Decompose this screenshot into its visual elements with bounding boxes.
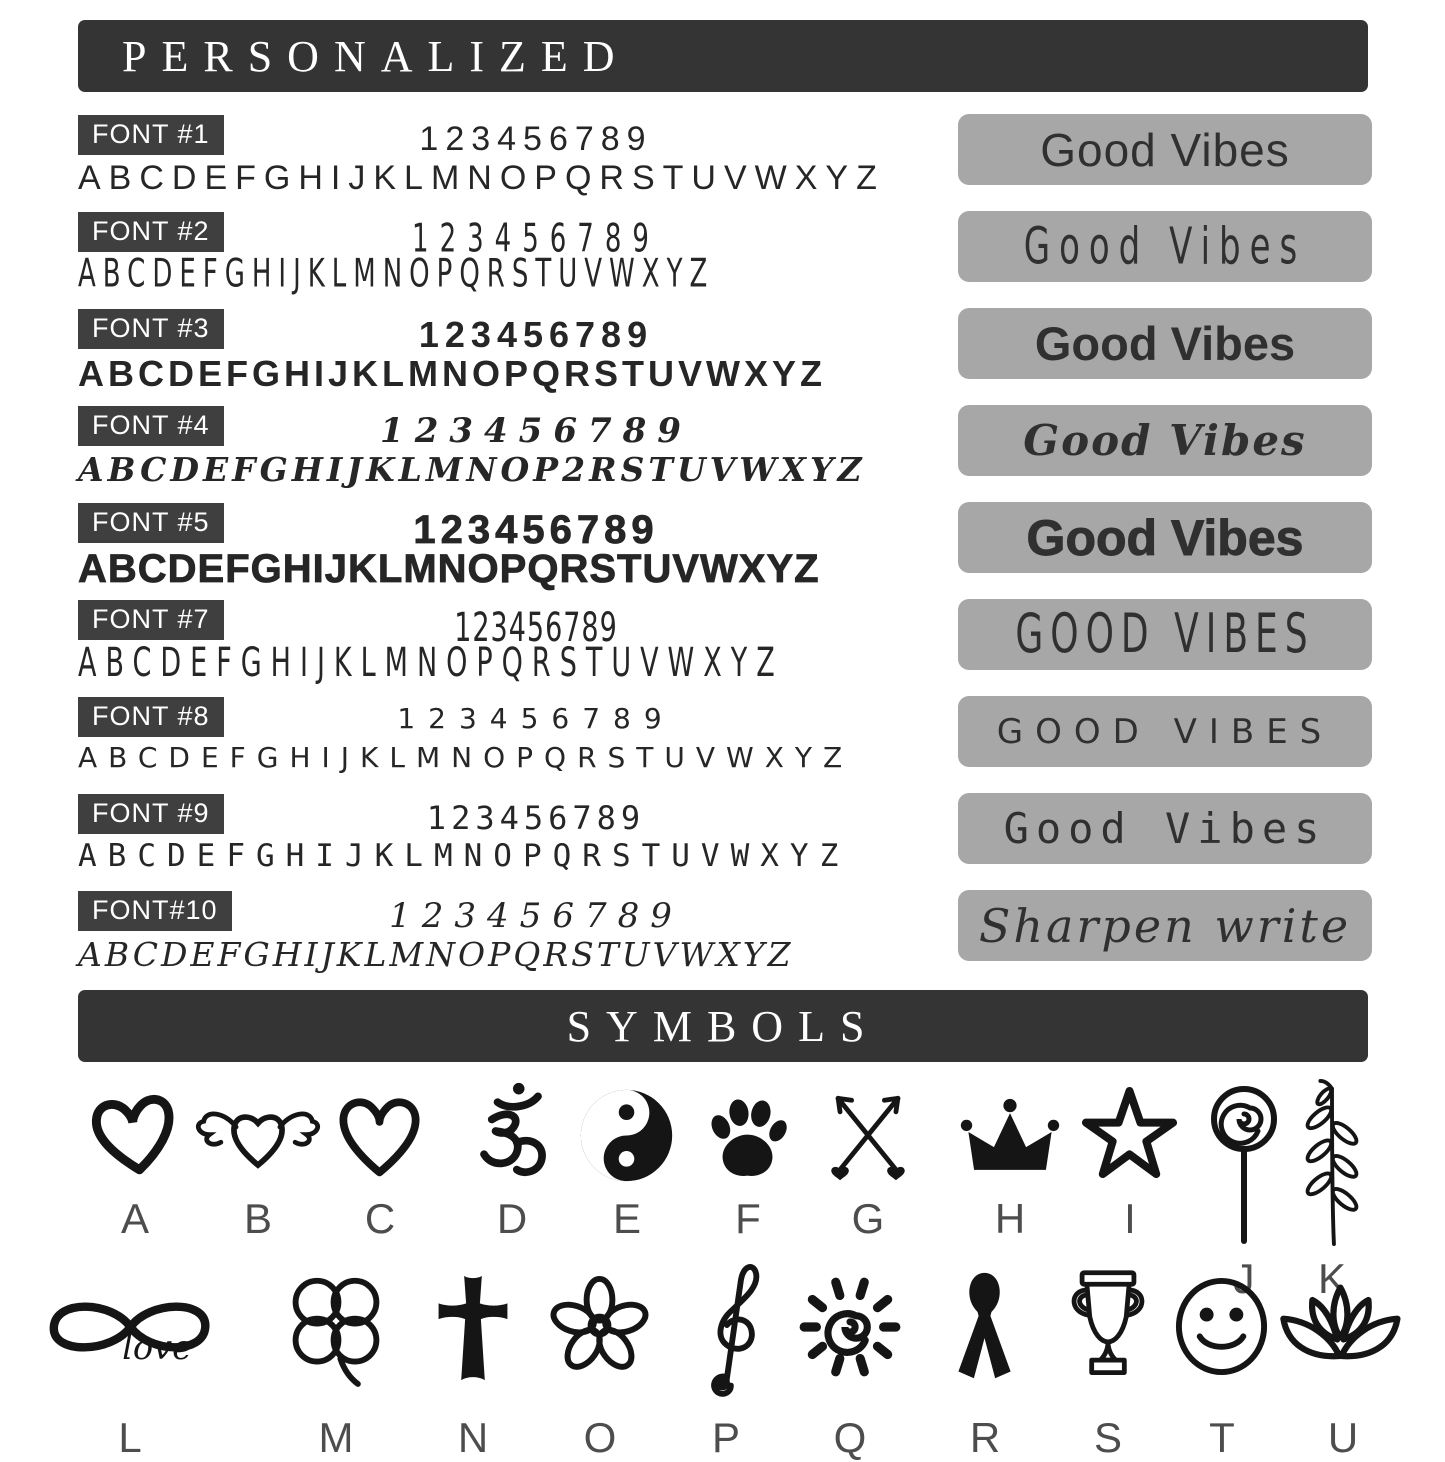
font-alphabet: ABCDEFGHIJKLMNOPQRSTUVWXYZ	[78, 353, 827, 394]
font-row-2	[78, 209, 934, 306]
symbol-letter: G	[851, 1195, 885, 1242]
symbol-letter: O	[583, 1414, 617, 1461]
symbol-letter: R	[969, 1414, 1001, 1461]
font-numbers: 123456789	[419, 120, 653, 158]
font-numbers: 123456789	[418, 314, 654, 355]
font-badge: FONT #4	[78, 406, 224, 446]
symbol-letter: M	[318, 1414, 354, 1461]
font-sample-chip-7[interactable]: GOOD VIBES	[958, 599, 1372, 670]
smiley-face-icon	[1170, 1248, 1274, 1406]
font-sample-chip-10[interactable]: Sharpen write	[958, 890, 1372, 961]
symbol-letter: C	[364, 1195, 396, 1242]
font-alphabet: ABCDEFGHIJKLMNOPQRSTUVWXYZ	[78, 252, 715, 297]
font-badge: FONT #3	[78, 309, 224, 349]
symbol-item-G[interactable]	[808, 1075, 928, 1243]
heart-outline-icon	[329, 1075, 431, 1187]
font-row-4	[78, 403, 934, 500]
four-leaf-clover-icon	[280, 1248, 392, 1406]
font-row-3	[78, 306, 934, 403]
font-badge: FONT #7	[78, 600, 224, 640]
font-sample-chip-1[interactable]: Good Vibes	[958, 114, 1372, 185]
awareness-ribbon-icon	[939, 1248, 1031, 1406]
symbol-letter: A	[120, 1195, 149, 1242]
font-alphabet: ABCDEFGHIJKLMNOPQRSTUVWXYZ	[78, 640, 784, 687]
font-badge: FONT #5	[78, 503, 224, 543]
symbol-item-N[interactable]	[403, 1248, 543, 1462]
font-badge: FONT #1	[78, 115, 224, 155]
font-numbers: 123456789	[397, 702, 675, 735]
font-row-5	[78, 500, 934, 597]
sun-doodle-icon	[794, 1248, 906, 1406]
paw-print-icon	[698, 1075, 798, 1187]
crossed-arrows-icon	[815, 1075, 921, 1187]
symbol-letter: L	[118, 1414, 142, 1461]
symbol-letter: B	[243, 1195, 272, 1242]
leaf-branch-icon	[1292, 1075, 1372, 1247]
font-sample-chip-9[interactable]: Good Vibes	[958, 793, 1372, 864]
symbol-letter: F	[735, 1195, 761, 1242]
symbol-letter: D	[496, 1195, 528, 1242]
personalized-header-bar	[78, 20, 1368, 92]
symbol-item-F[interactable]	[688, 1075, 808, 1243]
symbol-item-B[interactable]	[198, 1075, 318, 1243]
symbol-item-U[interactable]	[1268, 1248, 1418, 1462]
font-alphabet: ABCDEFGHIJKLMNOPQRSTUVWXYZ	[78, 159, 885, 197]
lollipop-icon	[1209, 1075, 1279, 1247]
font-alphabet: ABCDEFGHIJKLMNOPQRSTUVWXYZ	[78, 935, 794, 974]
font-badge: FONT #2	[78, 212, 224, 252]
symbol-item-M[interactable]	[266, 1248, 406, 1462]
font-alphabet: ABCDEFGHIJKLMNOPQRSTUVWXYZ	[78, 838, 850, 874]
font-row-9	[78, 791, 934, 888]
font-row-8	[78, 694, 934, 791]
cross-icon	[428, 1248, 518, 1406]
font-sample-chip-5[interactable]: Good Vibes	[958, 502, 1372, 573]
symbol-item-O[interactable]	[530, 1248, 670, 1462]
symbol-item-E[interactable]	[567, 1075, 687, 1243]
symbol-item-H[interactable]	[950, 1075, 1070, 1243]
font-alphabet: ABCDEFGHIJKLMNOPQRSTUVWXYZ	[78, 741, 854, 774]
symbol-item-A[interactable]	[75, 1075, 195, 1243]
flower-icon	[543, 1248, 657, 1406]
symbol-letter: J	[1233, 1255, 1255, 1302]
font-numbers: 123456789	[412, 217, 660, 262]
symbol-item-I[interactable]	[1070, 1075, 1190, 1243]
font-sample-chip-8[interactable]: GOOD VIBES	[958, 696, 1372, 767]
font-sample-chip-3[interactable]: Good Vibes	[958, 308, 1372, 379]
font-numbers: 123456789	[380, 411, 692, 451]
font-numbers: 123456789	[426, 799, 646, 837]
font-alphabet: ABCDEFGHIJKLMNOPQRSTUVWXYZ	[78, 547, 820, 591]
love-word: love	[121, 1327, 192, 1367]
font-sample-chip-2[interactable]: Good Vibes	[958, 211, 1372, 282]
symbol-letter: E	[612, 1195, 641, 1242]
symbol-letter: H	[994, 1195, 1026, 1242]
symbol-item-C[interactable]	[320, 1075, 440, 1243]
symbol-item-D[interactable]	[452, 1075, 572, 1243]
doodle-heart-icon	[83, 1075, 187, 1187]
font-badge: FONT #9	[78, 794, 224, 834]
font-row-10	[78, 888, 934, 985]
yin-yang-icon	[576, 1075, 678, 1187]
personalized-title: PERSONALIZED	[122, 31, 630, 81]
font-badge: FONT #8	[78, 697, 224, 737]
symbol-letter: I	[1124, 1195, 1136, 1242]
symbol-letter: K	[1317, 1255, 1346, 1302]
lotus-icon	[1273, 1248, 1413, 1406]
font-numbers: 123456789	[413, 508, 659, 552]
winged-heart-icon	[185, 1075, 331, 1187]
symbols-title: SYMBOLS	[566, 1001, 880, 1051]
font-badge: FONT#10	[78, 891, 232, 931]
font-numbers: 123456789	[389, 896, 683, 936]
font-numbers: 123456789	[454, 605, 618, 652]
font-row-1	[78, 112, 934, 209]
symbols-header-bar	[78, 990, 1368, 1062]
symbol-item-Q[interactable]	[780, 1248, 920, 1462]
font-alphabet: ABCDEFGHIJKLMNOP2RSTUVWXYZ	[78, 450, 866, 489]
symbol-item-L[interactable]	[20, 1248, 240, 1462]
treble-clef-icon	[691, 1248, 761, 1406]
crown-icon	[958, 1075, 1062, 1187]
infinity-love-icon	[23, 1248, 238, 1406]
symbol-letter: P	[711, 1414, 740, 1461]
symbol-letter: S	[1093, 1414, 1122, 1461]
symbol-item-R[interactable]	[915, 1248, 1055, 1462]
symbol-letter: Q	[833, 1414, 867, 1461]
font-sample-chip-4[interactable]: Good Vibes	[958, 405, 1372, 476]
trophy-icon	[1055, 1248, 1161, 1406]
symbol-letter: U	[1327, 1414, 1359, 1461]
symbol-item-P[interactable]	[656, 1248, 796, 1462]
font-row-7	[78, 597, 934, 694]
star-outline-icon	[1078, 1075, 1182, 1187]
symbol-letter: N	[457, 1414, 489, 1461]
om-icon	[459, 1075, 565, 1187]
symbol-letter: T	[1209, 1414, 1235, 1461]
